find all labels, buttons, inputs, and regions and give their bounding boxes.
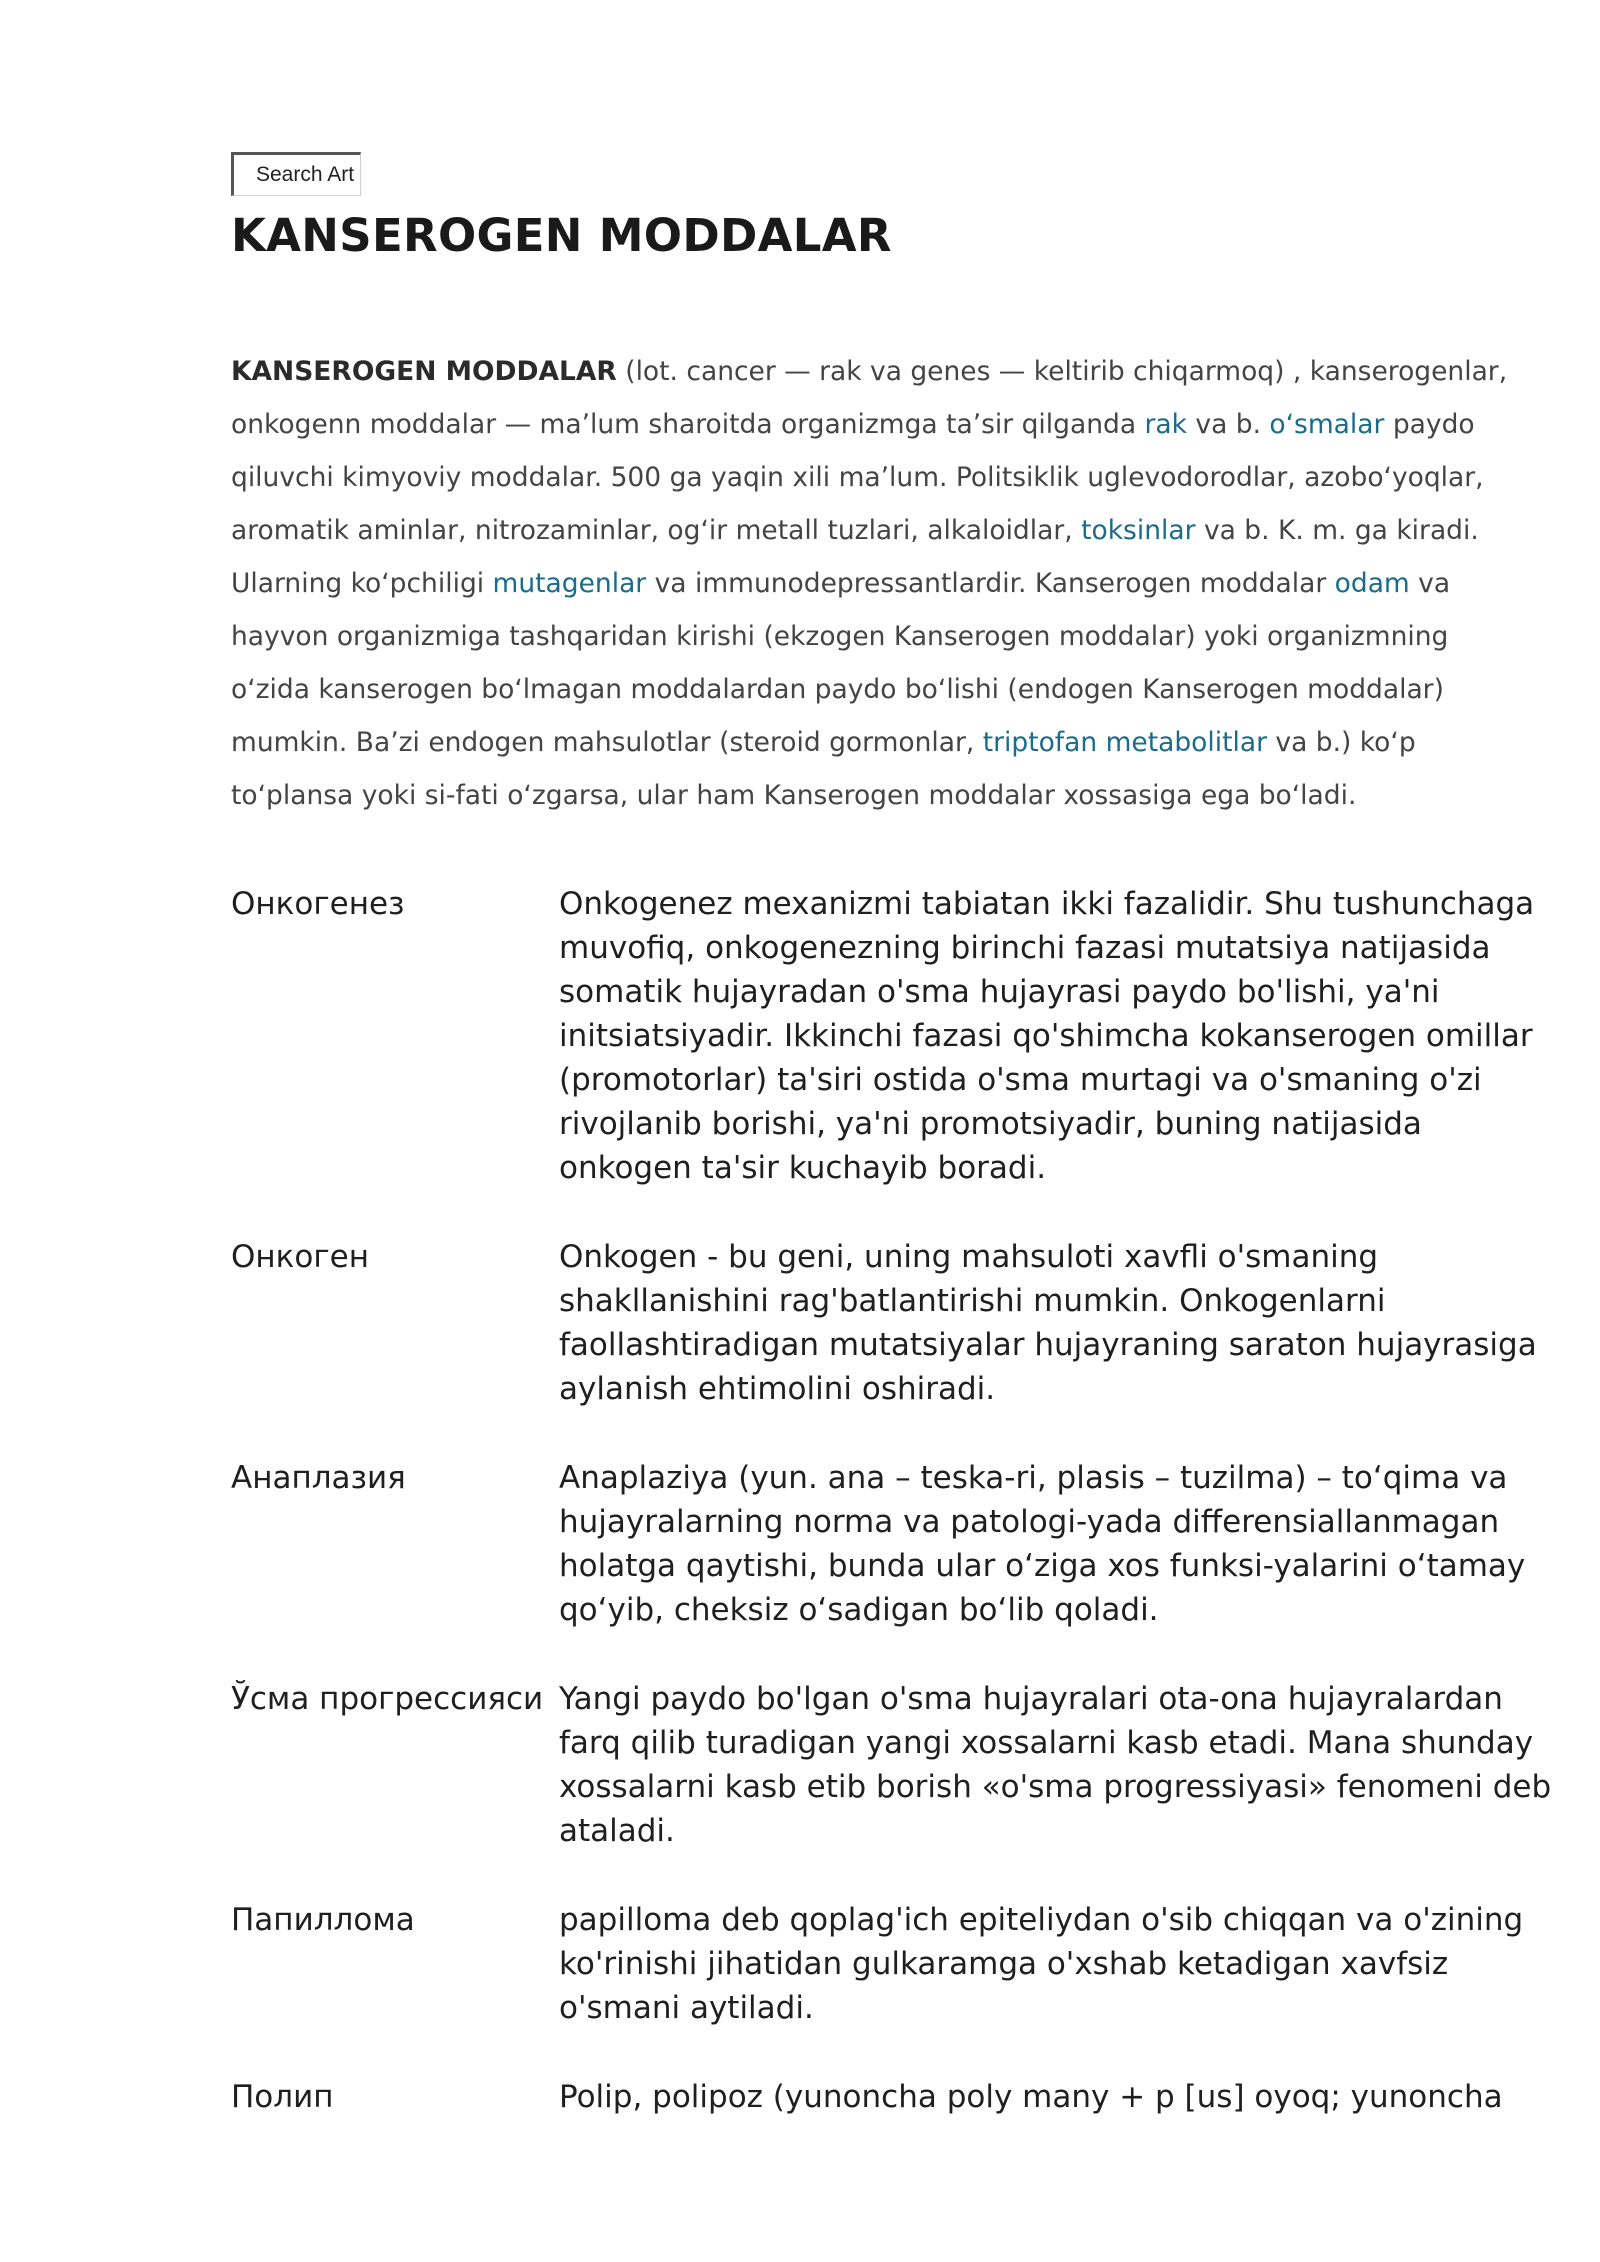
search-box[interactable] <box>231 152 361 196</box>
intro-text: va b. <box>1186 409 1270 440</box>
link-mutagenlar[interactable]: mutagenlar <box>492 568 647 599</box>
glossary-term: Анаплазия <box>231 1460 406 1496</box>
glossary-row <box>231 1456 1561 1632</box>
intro-text: va hayvon organizmiga tashqaridan kirishi (ekzogen Kanserogen moddalar) yoki organizmning oʻzida kanserogen boʻlmagan moddalardan paydo boʻlishi (endogen Kanserogen moddalar) mumkin. Baʼzi endogen mahsulotlar (steroid gormonlar, <box>231 568 1451 758</box>
glossary-term: Ўсма прогрессияси <box>231 1681 544 1717</box>
intro-text: paydo qiluvchi kimyoviy moddalar. 500 ga yaqin xili maʼlum. Politsiklik uglevodorodlar, azoboʻyoqlar, aromatik aminlar, nitrozaminlar, ogʻir metall tuzlari, alkaloidlar, <box>231 409 1484 546</box>
glossary-row <box>231 2075 1561 2119</box>
intro-text: va b.) koʻp toʻplansa yoki si-fati oʻzgarsa, ular ham Kanserogen moddalar xossasiga ega boʻladi. <box>231 727 1416 811</box>
link-toksinlar[interactable]: toksinlar <box>1081 515 1196 546</box>
glossary-row <box>231 882 1561 1190</box>
search-input[interactable] <box>234 155 360 195</box>
link-osmalar[interactable]: oʻsmalar <box>1269 409 1385 440</box>
glossary-term: Полип <box>231 2079 334 2115</box>
link-odam[interactable]: odam <box>1334 568 1410 599</box>
glossary-definition: papilloma deb qoplag'ich epiteliydan o'sib chiqqan va o'zining ko'rinishi jihatidan gulkaramga o'xshab ketadigan xavfsiz o'smani aytiladi. <box>559 1902 1524 2026</box>
glossary-term: Папиллома <box>231 1902 415 1938</box>
article-intro <box>231 345 1531 822</box>
link-rak[interactable]: rak <box>1144 409 1187 440</box>
glossary-definition: Onkogen - bu geni, uning mahsuloti xavfli o'smaning shakllanishini rag'batlantirishi mumkin. Onkogenlarni faollashtiradigan mutatsiyalar hujayraning saraton hujayrasiga aylanish ehtimolini oshiradi. <box>559 1239 1537 1407</box>
intro-term: KANSEROGEN MODDALAR <box>231 356 617 387</box>
glossary-row <box>231 1235 1561 1411</box>
intro-text: (lot. cancer — rak va genes — keltirib chiqarmoq) , kanserogenlar, onkogenn moddalar — maʼlum sharoitda organizmga taʼsir qilganda <box>231 356 1508 440</box>
intro-text: va immunodepressantlardir. Kanserogen moddalar <box>646 568 1335 599</box>
glossary-row <box>231 1898 1561 2030</box>
glossary-row <box>231 1677 1561 1853</box>
page-title: KANSEROGEN MODDALAR <box>231 209 892 262</box>
glossary-definition: Yangi paydo bo'lgan o'sma hujayralari ota-ona hujayralardan farq qilib turadigan yangi xossalarni kasb etadi. Mana shunday xossalarni kasb etib borish «o'sma progressiyasi» fenomeni deb ataladi. <box>559 1681 1552 1849</box>
intro-text: va b. K. m. ga kiradi. Ularning koʻpchiligi <box>231 515 1479 599</box>
glossary-definition: Polip, polipoz (yunoncha poly many + p [us] oyoq; yunoncha <box>559 2079 1503 2115</box>
glossary-definition: Onkogenez mexanizmi tabiatan ikki fazalidir. Shu tushunchaga muvofiq, onkogenezning birinchi fazasi mutatsiya natijasida somatik hujayradan o'sma hujayrasi paydo bo'lishi, ya'ni initsiatsiyadir. Ikkinchi fazasi qo'shimcha kokanserogen omillar (promotorlar) ta'siri ostida o'sma murtagi va o'smaning o'zi rivojlanib borishi, ya'ni promotsiyadir, buning natijasida onkogen ta'sir kuchayib boradi. <box>559 886 1535 1186</box>
glossary-term: Онкоген <box>231 1239 369 1275</box>
glossary-definition: Anaplaziya (yun. ana – teska-ri, plasis – tuzilma) – toʻqima va hujayralarning norma va patologi-yada differensiallanmagan holatga qaytishi, bunda ular oʻziga xos funksi-yalarini oʻtamay qoʻyib, cheksiz oʻsadigan boʻlib qoladi. <box>559 1460 1526 1628</box>
glossary-term: Онкогенез <box>231 886 405 922</box>
glossary-list <box>231 882 1561 2164</box>
link-triptofan-metabolitlar[interactable]: triptofan metabolitlar <box>982 727 1267 758</box>
